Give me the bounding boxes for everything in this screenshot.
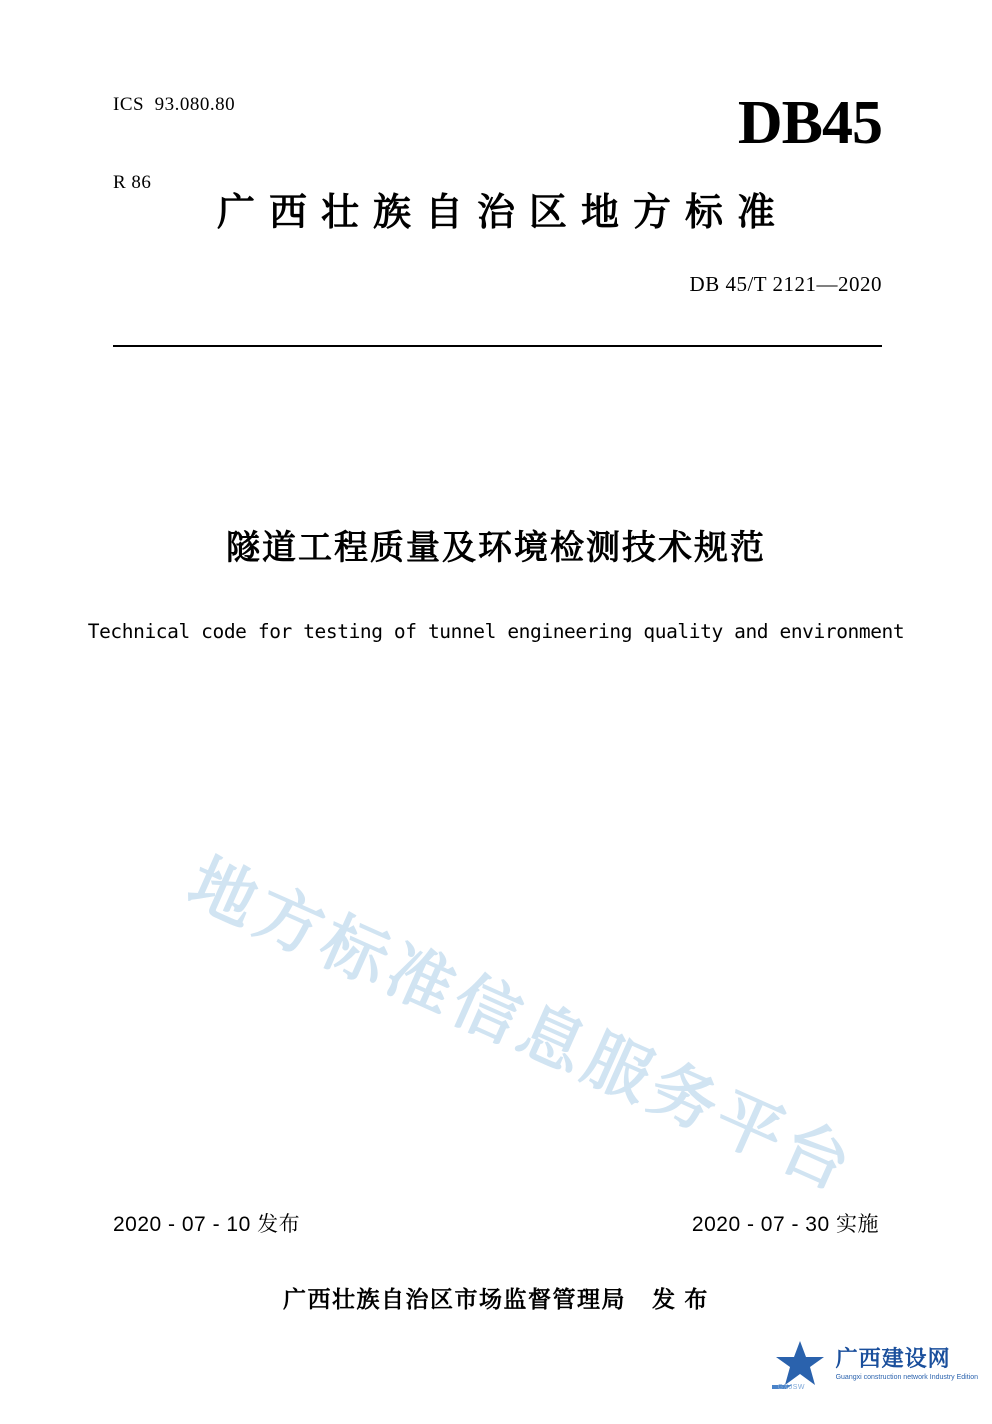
standard-mark: DB45 <box>737 89 882 157</box>
document-title-english: Technical code for testing of tunnel engineering quality and environment <box>87 620 905 643</box>
publisher-line <box>0 1281 992 1314</box>
document-title-chinese: 隧道工程质量及环境检测技术规范 <box>226 529 766 567</box>
star-mark-icon <box>772 1339 828 1389</box>
implement-date: 2020 - 07 - 30 实施 <box>691 1213 879 1236</box>
ccs-code: R 86 <box>113 172 152 193</box>
publish-date: 2020 - 07 - 10 发布 <box>113 1213 301 1236</box>
watermark-text: 地方标准信息服务平台 <box>178 844 867 1206</box>
site-logo <box>772 1339 978 1389</box>
site-logo-name-cn: 广西建设网 <box>835 1346 951 1372</box>
standard-number: DB 45/T 2121—2020 <box>689 272 882 296</box>
header-divider <box>113 345 882 347</box>
date-row <box>113 1208 879 1238</box>
standard-series-title: 广西壮族自治区地方标准 <box>216 192 789 234</box>
site-logo-name-en: Guangxi construction network Industry Edition <box>835 1373 978 1381</box>
ics-code: ICS 93.080.80 <box>113 94 236 115</box>
site-logo-subtext: GXJSW <box>777 1384 805 1391</box>
publisher-organization: 广西壮族自治区市场监督管理局 <box>283 1286 627 1312</box>
publisher-action: 发 布 <box>652 1286 709 1312</box>
site-logo-text <box>836 1346 978 1381</box>
